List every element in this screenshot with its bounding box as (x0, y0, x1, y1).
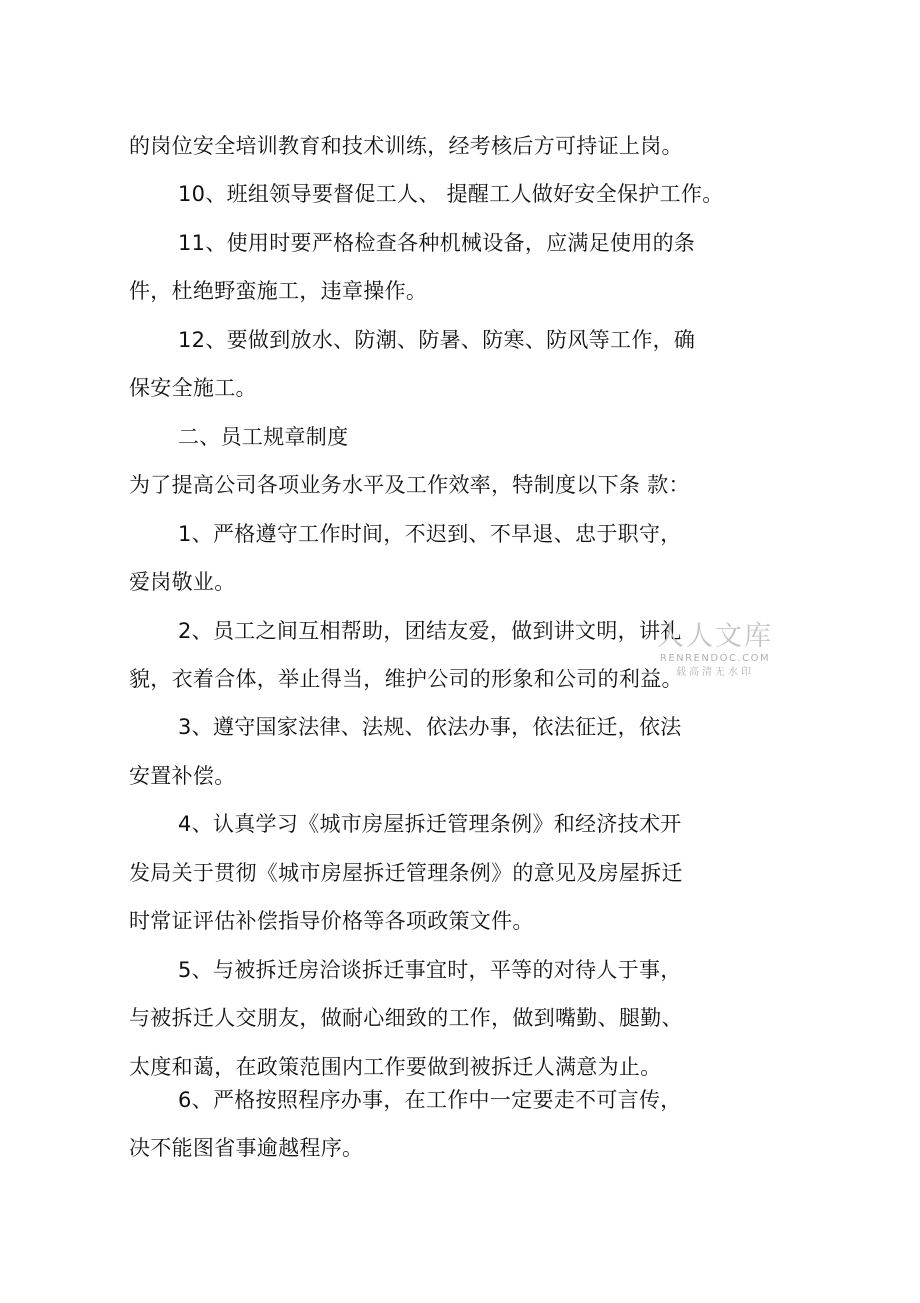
text-line: 10、班组领导要督促工人、 提醒工人做好安全保护工作。 (178, 182, 724, 206)
text-line: 件，杜绝野蛮施工，违章操作。 (129, 279, 428, 303)
text-line: 5、与被拆迁房洽谈拆迁事宜时，平等的对待人于事， (178, 958, 682, 982)
text-line: 为了提高公司各项业务水平及工作效率，特制度以下条 款： (129, 473, 690, 497)
text-line: 12、要做到放水、防潮、防暑、防寒、防风等工作，确 (178, 328, 696, 352)
text-line: 11、使用时要严格检查各种机械设备，应满足使用的条 (178, 231, 696, 255)
text-line: 的岗位安全培训教育和技术训练，经考核后方可持证上岗。 (129, 134, 683, 158)
text-line: 太度和蔼，在政策范围内工作要做到被拆迁人满意为止。 (129, 1055, 662, 1079)
text-line: 6、严格按照程序办事，在工作中一定要走不可言传， (178, 1088, 682, 1112)
text-line: 4、认真学习《城市房屋拆迁管理条例》和经济技术开 (178, 812, 682, 836)
text-line: 2、员工之间互相帮助，团结友爱，做到讲文明，讲礼 (178, 619, 682, 643)
text-line: 与被拆迁人交朋友，做耐心细致的工作，做到嘴勤、腿勤、 (129, 1006, 683, 1030)
text-line: 安置补偿。 (129, 764, 236, 788)
text-line: 3、遵守国家法律、法规、依法办事，依法征迁，依法 (178, 715, 682, 739)
text-line: 爱岗敬业。 (129, 570, 236, 594)
text-line: 决不能图省事逾越程序。 (129, 1136, 364, 1160)
watermark-title: 人人文库 (657, 621, 773, 652)
watermark-tagline: 载高清无水印 (676, 667, 754, 678)
text-line: 时常证评估补偿指导价格等各项政策文件。 (129, 909, 534, 933)
text-line: 1、严格遵守工作时间，不迟到、不早退、忠于职守， (178, 522, 682, 546)
text-line: 貌，衣着合体，举止得当，维护公司的形象和公司的利益。 (129, 667, 683, 691)
text-line: 发局关于贯彻《城市房屋拆迁管理条例》的意见及房屋拆迁 (129, 861, 683, 885)
watermark-domain: RENRENDOC.COM (659, 653, 771, 664)
text-line: 保安全施工。 (129, 376, 257, 400)
watermark-logo (650, 622, 780, 680)
section-heading: 二、员工规章制度 (178, 425, 349, 449)
